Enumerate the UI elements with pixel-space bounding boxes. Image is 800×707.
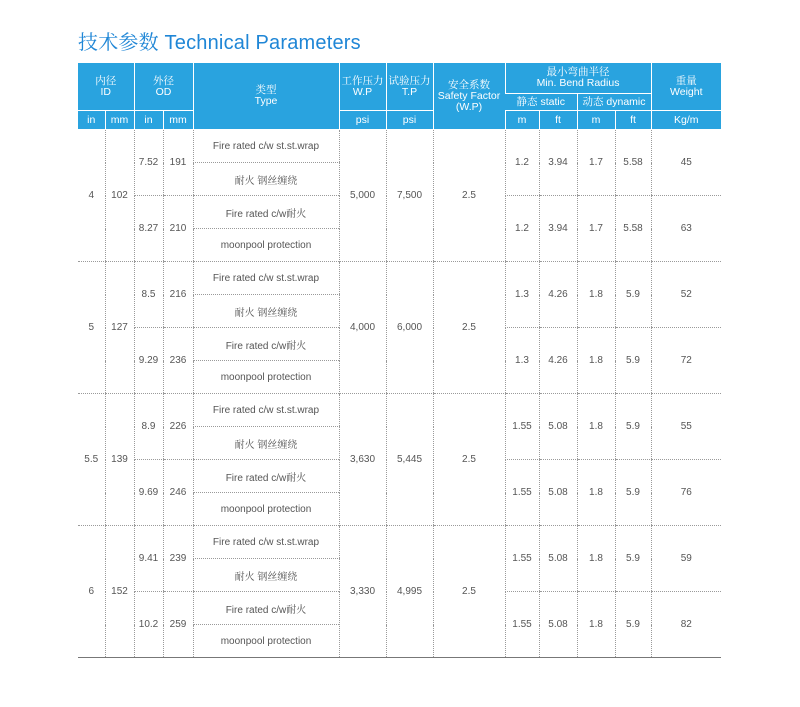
type-cell: moonpool protection — [193, 625, 339, 658]
static-m-cell: 1.55 — [505, 394, 539, 460]
dynamic-m-cell: 1.8 — [577, 262, 615, 328]
header-min-bend-radius: 最小弯曲半径 Min. Bend Radius — [505, 63, 651, 94]
header-wp: 工作压力 W.P — [339, 63, 386, 111]
od-mm-cell: 236 — [163, 328, 193, 394]
unit-dynamic-m: m — [577, 111, 615, 130]
wp-cell: 5,000 — [339, 130, 386, 262]
static-ft-cell: 3.94 — [539, 130, 577, 196]
id-in-cell: 4 — [78, 130, 105, 262]
unit-dynamic-ft: ft — [615, 111, 651, 130]
od-in-cell: 9.29 — [134, 328, 163, 394]
weight-cell: 72 — [651, 328, 721, 394]
header-od: 外径 OD — [134, 63, 193, 111]
wp-cell: 3,630 — [339, 394, 386, 526]
id-in-cell: 5.5 — [78, 394, 105, 526]
od-mm-cell: 216 — [163, 262, 193, 328]
type-cell: Fire rated c/w耐火 — [193, 196, 339, 229]
od-in-cell: 9.69 — [134, 460, 163, 526]
weight-cell: 55 — [651, 394, 721, 460]
id-in-cell: 6 — [78, 526, 105, 658]
tp-cell: 6,000 — [386, 262, 433, 394]
tp-cell: 4,995 — [386, 526, 433, 658]
safety-factor-cell: 2.5 — [433, 262, 505, 394]
type-cell: Fire rated c/w st.st.wrap — [193, 262, 339, 295]
dynamic-m-cell: 1.8 — [577, 460, 615, 526]
static-ft-cell: 4.26 — [539, 328, 577, 394]
table-row — [78, 394, 721, 427]
dynamic-ft-cell: 5.9 — [615, 328, 651, 394]
dynamic-ft-cell: 5.9 — [615, 592, 651, 658]
technical-parameters-table — [78, 63, 721, 658]
tp-cell: 5,445 — [386, 394, 433, 526]
od-mm-cell: 210 — [163, 196, 193, 262]
weight-cell: 45 — [651, 130, 721, 196]
dynamic-m-cell: 1.8 — [577, 526, 615, 592]
unit-static-m: m — [505, 111, 539, 130]
table-header — [78, 63, 721, 130]
unit-od-mm: mm — [163, 111, 193, 130]
static-ft-cell: 5.08 — [539, 394, 577, 460]
wp-cell: 4,000 — [339, 262, 386, 394]
type-cell: moonpool protection — [193, 361, 339, 394]
id-mm-cell: 152 — [105, 526, 134, 658]
id-in-cell: 5 — [78, 262, 105, 394]
table-row — [78, 130, 721, 163]
dynamic-ft-cell: 5.58 — [615, 196, 651, 262]
od-in-cell: 7.52 — [134, 130, 163, 196]
header-id: 内径 ID — [78, 63, 134, 111]
static-m-cell: 1.2 — [505, 130, 539, 196]
type-cell: 耐火 钢丝缠绕 — [193, 427, 339, 460]
id-mm-cell: 127 — [105, 262, 134, 394]
type-cell: Fire rated c/w st.st.wrap — [193, 130, 339, 163]
od-in-cell: 10.2 — [134, 592, 163, 658]
static-m-cell: 1.2 — [505, 196, 539, 262]
type-cell: Fire rated c/w耐火 — [193, 592, 339, 625]
header-weight: 重量 Weight — [651, 63, 721, 111]
type-cell: moonpool protection — [193, 493, 339, 526]
static-ft-cell: 3.94 — [539, 196, 577, 262]
static-m-cell: 1.55 — [505, 592, 539, 658]
static-m-cell: 1.3 — [505, 262, 539, 328]
od-in-cell: 9.41 — [134, 526, 163, 592]
type-cell: 耐火 钢丝缠绕 — [193, 559, 339, 592]
safety-factor-cell: 2.5 — [433, 394, 505, 526]
unit-id-mm: mm — [105, 111, 134, 130]
tp-cell: 7,500 — [386, 130, 433, 262]
unit-id-in: in — [78, 111, 105, 130]
unit-wp: psi — [339, 111, 386, 130]
unit-static-ft: ft — [539, 111, 577, 130]
unit-weight: Kg/m — [651, 111, 721, 130]
type-cell: Fire rated c/w st.st.wrap — [193, 394, 339, 427]
static-m-cell: 1.55 — [505, 526, 539, 592]
dynamic-m-cell: 1.8 — [577, 592, 615, 658]
od-in-cell: 8.5 — [134, 262, 163, 328]
dynamic-ft-cell: 5.9 — [615, 460, 651, 526]
weight-cell: 59 — [651, 526, 721, 592]
type-cell: 耐火 钢丝缠绕 — [193, 163, 339, 196]
type-cell: moonpool protection — [193, 229, 339, 262]
unit-od-in: in — [134, 111, 163, 130]
od-mm-cell: 246 — [163, 460, 193, 526]
table-row — [78, 526, 721, 559]
table-body — [78, 130, 721, 658]
weight-cell: 63 — [651, 196, 721, 262]
type-cell: 耐火 钢丝缠绕 — [193, 295, 339, 328]
dynamic-m-cell: 1.7 — [577, 130, 615, 196]
header-dynamic: 动态 dynamic — [577, 94, 651, 111]
static-m-cell: 1.3 — [505, 328, 539, 394]
static-ft-cell: 4.26 — [539, 262, 577, 328]
od-mm-cell: 191 — [163, 130, 193, 196]
type-cell: Fire rated c/w耐火 — [193, 460, 339, 493]
weight-cell: 52 — [651, 262, 721, 328]
od-mm-cell: 259 — [163, 592, 193, 658]
id-mm-cell: 139 — [105, 394, 134, 526]
header-static: 静态 static — [505, 94, 577, 111]
static-ft-cell: 5.08 — [539, 460, 577, 526]
dynamic-ft-cell: 5.58 — [615, 130, 651, 196]
dynamic-ft-cell: 5.9 — [615, 394, 651, 460]
id-mm-cell: 102 — [105, 130, 134, 262]
static-ft-cell: 5.08 — [539, 526, 577, 592]
safety-factor-cell: 2.5 — [433, 130, 505, 262]
wp-cell: 3,330 — [339, 526, 386, 658]
header-type: 类型 Type — [193, 63, 339, 130]
safety-factor-cell: 2.5 — [433, 526, 505, 658]
unit-tp: psi — [386, 111, 433, 130]
od-mm-cell: 226 — [163, 394, 193, 460]
page-title: 技术参数 Technical Parameters — [78, 32, 361, 54]
header-safety-factor: 安全系数 Safety Factor (W.P) — [433, 63, 505, 130]
dynamic-m-cell: 1.7 — [577, 196, 615, 262]
od-mm-cell: 239 — [163, 526, 193, 592]
table-row — [78, 262, 721, 295]
dynamic-ft-cell: 5.9 — [615, 526, 651, 592]
dynamic-m-cell: 1.8 — [577, 328, 615, 394]
od-in-cell: 8.9 — [134, 394, 163, 460]
weight-cell: 76 — [651, 460, 721, 526]
static-ft-cell: 5.08 — [539, 592, 577, 658]
type-cell: Fire rated c/w耐火 — [193, 328, 339, 361]
dynamic-ft-cell: 5.9 — [615, 262, 651, 328]
weight-cell: 82 — [651, 592, 721, 658]
type-cell: Fire rated c/w st.st.wrap — [193, 526, 339, 559]
dynamic-m-cell: 1.8 — [577, 394, 615, 460]
od-in-cell: 8.27 — [134, 196, 163, 262]
static-m-cell: 1.55 — [505, 460, 539, 526]
header-tp: 试验压力 T.P — [386, 63, 433, 111]
